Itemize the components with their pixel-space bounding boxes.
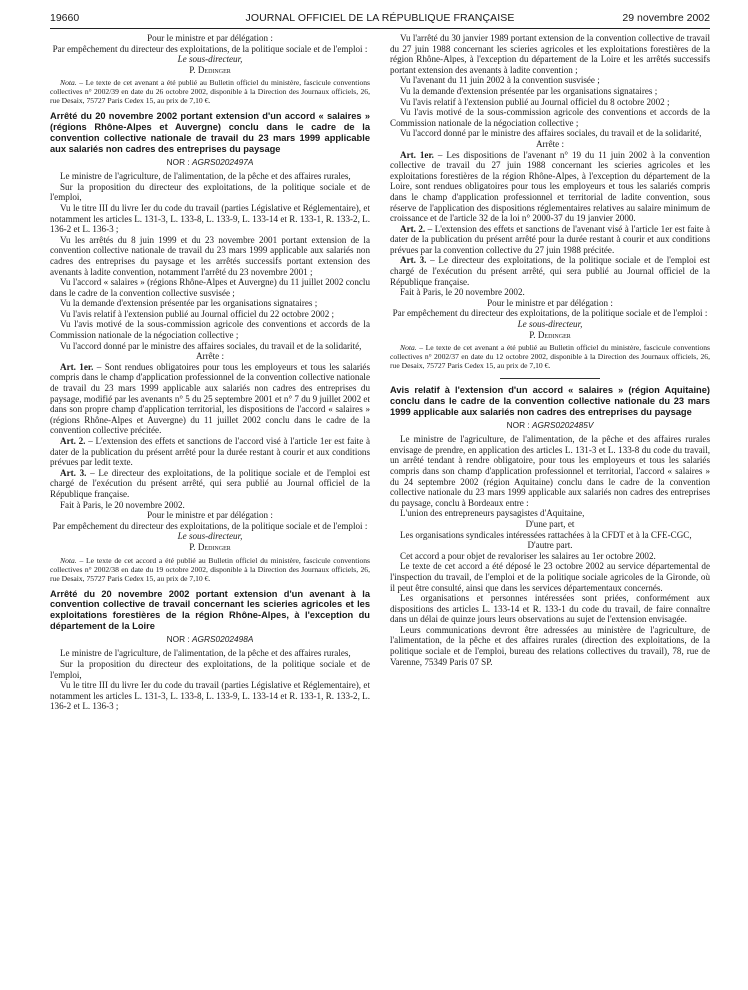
body-paragraph: Le ministre de l'agriculture, de l'alimentation, de la pêche et des affaires rurales, — [60, 648, 351, 659]
nota-paragraph — [50, 556, 370, 583]
body-paragraph: Vu l'avenant du 11 juin 2002 à la convention susvisée ; — [400, 75, 600, 86]
article-paragraph — [50, 468, 370, 500]
arrete-heading: Arrête : — [195, 351, 225, 362]
signature-line: Pour le ministre et par délégation : — [147, 33, 273, 43]
body-paragraph: Sur la proposition du directeur des exploitations, de la politique sociale et de l'emploi, — [50, 181, 370, 203]
body-paragraph: Le texte de cet accord a été déposé le 23 octobre 2002 au service départemental de l'inspection du travail, de l'emploi et de la politique sociale agricoles de la Gironde, où il peut être consulté, ainsi que dans les services départementaux concernés. — [390, 561, 710, 593]
body-paragraph: D'une part, et — [525, 518, 575, 529]
nota-text: – Le texte de cet avenant a été publié au Bulletin officiel du ministère, fascicule conventions collectives n° 2002/37 en date du 12 octobre 2002, disponible à la Direction des Journaux officiels, 26, rue Desaix, 75727 Paris Cedex 15, au prix de 7,10 €. — [390, 343, 710, 371]
article-text: – Le directeur des exploitations, de la politique sociale et de l'emploi est chargé de l'exécution du présent arrêté, qui sera publié au Journal officiel de la République française. — [390, 255, 710, 287]
section-divider — [500, 378, 600, 379]
nota-paragraph — [50, 78, 370, 105]
signature-line: Pour le ministre et par délégation : — [487, 297, 613, 308]
body-paragraph: Vu la demande d'extension présentée par les organisations signataires ; — [400, 85, 658, 96]
body-paragraph: Cet accord a pour objet de revaloriser les salaires au 1er octobre 2002. — [400, 550, 656, 561]
signature-title: Le sous-directeur, — [177, 54, 243, 65]
signature-title: Le sous-directeur, — [177, 531, 243, 542]
body-paragraph: Vu l'avis motivé de la sous-commission agricole des conventions et accords de la Commission nationale de la négociation collective ; — [390, 107, 710, 128]
arrete-heading: Arrête : — [535, 138, 565, 149]
nor-label: NOR : — [166, 633, 192, 644]
article-text: – Sont rendues obligatoires pour tous les employeurs et tous les salariés compris dans le champ d'application professionnel de la convention collective nationale de travail du 23 mars 1999 applicable aux salariés non cadres des entreprises du paysage, modifié par les avenants n° 5 du 25 septembre 2001 et n° 7 du 9 juillet 2002 et dans son propre champ d'application territorial, les dispositions de l'accord « salaires » (régions Rhône-Alpes et Auvergne) du 11 juillet 2002 conclu dans le cadre de la convention collective précitée. — [50, 361, 370, 436]
journal-title: JOURNAL OFFICIEL DE LA RÉPUBLIQUE FRANÇAISE — [245, 12, 515, 24]
nor-reference — [390, 420, 710, 431]
body-paragraph: D'autre part. — [527, 540, 573, 551]
body-paragraph: Le ministre de l'agriculture, de l'alimentation, de la pêche et des affaires rurales envisage de prendre, en application des articles L. 131-3 et L. 133-8 du code du travail, un arrêté tendant à rendre obligatoire, pour tous les employeurs et tous les salariés compris dans son champ d'application professionnel et territorial, l'accord « salaires » du 24 septembre 2002 (région Aquitaine) conclu dans le cadre de la convention collective nationale du 23 mars 1999 applicable aux salariés non cadres des entreprises du paysage, conclu à Bordeaux entre : — [390, 434, 710, 508]
signature-name: P. Dedinger — [529, 329, 571, 340]
article-paragraph — [50, 436, 370, 468]
nota-label: Nota. — [60, 78, 77, 88]
body-paragraph: Les organisations et personnes intéressées sont priées, conformément aux dispositions des articles L. 133-14 et R. 133-1 du code du travail, de faire connaître dans un délai de quinze jours leurs observations au sujet de l'extension envisagée. — [390, 593, 710, 625]
body-paragraph: Vu le titre III du livre Ier du code du travail (parties Législative et Réglementaire), et notamment les articles L. 131-3, L. 133-8, L. 133-9, L. 133-14 et R. 133-1, R. 133-2, L. 136-2 et L. 136-3 ; — [50, 680, 370, 712]
signature-line: Par empêchement du directeur des exploitations, de la politique sociale et de l'emploi : — [392, 308, 708, 319]
body-paragraph: Vu les arrêtés du 8 juin 1999 et du 23 novembre 2001 portant extension de la convention collective nationale de travail du 23 mars 1999 applicable aux salariés non cadres des entreprises du paysage et les arrêtés successifs portant extension des avenants à ladite convention, notamment l'arrêté du 23 novembre 2001 ; — [50, 234, 370, 277]
article-label: Art. 2. — [400, 223, 426, 234]
body-paragraph: Le ministre de l'agriculture, de l'alimentation, de la pêche et des affaires rurales, — [60, 171, 351, 182]
body-paragraph: Vu l'avis motivé de la sous-commission agricole des conventions et accords de la Commission nationale de la négociation collective ; — [50, 319, 370, 341]
nota-label: Nota. — [60, 555, 77, 565]
right-column — [390, 33, 710, 667]
body-paragraph: L'union des entrepreneurs paysagistes d'Aquitaine, — [400, 508, 585, 519]
body-paragraph: Vu l'arrêté du 30 janvier 1989 portant extension de la convention collective de travail du 27 juin 1988 concernant les scieries agricoles et les exploitations forestières de la région Rhône-Alpes, à l'exception du département de la Loire et les arrêtés successifs portant extension des avenants à ladite convention ; — [390, 33, 710, 75]
signature-line: Par empêchement du directeur des exploitations, de la politique sociale et de l'emploi : — [52, 520, 368, 531]
decree-title: Arrêté du 20 novembre 2002 portant extension d'un avenant à la convention collective de travail concernant les scieries agricoles et les exploitations forestières de la région Rhône-Alpes, à l'exception du département de la Loire — [50, 588, 370, 631]
body-paragraph: Vu l'accord « salaires » (régions Rhône-Alpes et Auvergne) du 11 juillet 2002 conclu dans le cadre de la convention collective susvisée ; — [50, 277, 370, 298]
nor-reference — [50, 157, 370, 168]
signature-name: P. Dedinger — [189, 541, 231, 552]
nor-label: NOR : — [166, 156, 192, 167]
signature-name: P. Dedinger — [189, 64, 231, 75]
body-paragraph: Vu l'avis relatif à l'extension publié au Journal officiel du 22 octobre 2002 ; — [60, 308, 335, 319]
article-paragraph — [390, 224, 710, 256]
article-text: – L'extension des effets et sanctions de l'avenant visé à l'article 1er est faite à dater de la publication du présent arrêté pour la durée restant à courir et aux conditions prévues par la convention collective du 27 juin 1988 précitée. — [390, 223, 710, 255]
nor-code: AGRS0202497A — [192, 156, 254, 167]
article-paragraph — [50, 362, 370, 436]
article-label: Art. 3. — [400, 255, 427, 266]
page-header — [50, 12, 710, 26]
nota-paragraph — [390, 343, 710, 370]
body-paragraph: Vu le titre III du livre Ier du code du travail (parties Législative et Réglementaire), et notamment les articles L. 131-3, L. 133-8, L. 133-9, L. 133-14 et R. 133-1, R. 133-2, L. 136-2 et L. 136-3 ; — [50, 202, 370, 235]
body-paragraph: Leurs communications devront être adressées au ministère de l'agriculture, de l'alimentation, de la pêche et des affaires rurales (direction des exploitations, de la politique sociale et de l'emploi, bureau des relations collectives du travail), 78, rue de Varenne, 75349 Paris 07 SP. — [390, 624, 710, 667]
body-paragraph: Vu l'accord donné par le ministre des affaires sociales, du travail et de la solidarité, — [60, 340, 362, 351]
article-paragraph — [390, 150, 710, 224]
article-label: Art. 3. — [60, 467, 87, 478]
fait-line: Fait à Paris, le 20 novembre 2002. — [400, 287, 525, 298]
decree-title: Arrêté du 20 novembre 2002 portant extension d'un accord « salaires » (régions Rhône-Alpes et Auvergne) conclu dans le cadre de la convention collective nationale de travail du 23 mars 1999 applicable aux salariés non cadres des entreprises du paysage — [50, 111, 370, 154]
nor-reference — [50, 634, 370, 645]
article-text: – Les dispositions de l'avenant n° 19 du 11 juin 2002 à la convention collective de travail du 27 juin 1988 concernant les scieries agricoles et les exploitations forestières de la région Rhône-Alpes, à l'exception du département de la Loire, sont rendues obligatoires pour tous les employeurs et tous les salariés compris dans le champ d'application professionnel et territorial de ladite convention, sous réserve de l'application des dispositions réglementaires relatives au salaire minimum de croissance et de l'article 32 de la loi n° 2000-37 du 19 janvier 2000. — [390, 149, 710, 224]
header-rule — [50, 28, 710, 29]
article-paragraph — [390, 255, 710, 287]
notice-title: Avis relatif à l'extension d'un accord « salaires » (région Aquitaine) conclu dans le cadre de la convention collective nationale du 23 mars 1999 applicable aux salariés non cadres des entreprises du paysage — [390, 385, 710, 417]
article-label: Art. 2. — [60, 436, 86, 446]
nota-text: – Le texte de cet accord a été publié au Bulletin officiel du ministère, fascicule conventions collectives n° 2002/38 en date du 19 octobre 2002, disponible à la Direction des Journaux officiels, 26, rue Desaix, 75727 Paris Cedex 15, au prix de 7,10 €. — [50, 555, 370, 583]
article-label: Art. 1er. — [400, 149, 434, 160]
signature-line: Par empêchement du directeur des exploitations, de la politique sociale et de l'emploi : — [52, 43, 368, 54]
article-text: – L'extension des effets et sanctions de l'accord visé à l'article 1er est faite à dater de la publication du présent arrêté pour la durée restant à courir et aux conditions prévues par ledit texte. — [50, 436, 371, 468]
page-number: 19660 — [50, 12, 80, 24]
signature-title: Le sous-directeur, — [517, 319, 583, 330]
nor-label: NOR : — [506, 419, 532, 430]
nota-label: Nota. — [400, 343, 417, 353]
body-paragraph: Les organisations syndicales intéressées rattachées à la CFDT et à la CFE-CGC, — [400, 529, 692, 540]
signature-line: Pour le ministre et par délégation : — [147, 510, 273, 521]
nor-code: AGRS0202498A — [192, 633, 254, 644]
body-paragraph: Vu la demande d'extension présentée par les organisations signataires ; — [60, 298, 318, 309]
nor-code: AGRS0202485V — [532, 419, 594, 430]
article-text: – Le directeur des exploitations, de la politique sociale et de l'emploi est chargé de l'exécution du présent arrêté, qui sera publié au Journal officiel de la République française. — [50, 467, 370, 499]
body-paragraph: Vu l'avis relatif à l'extension publié au Journal officiel du 8 octobre 2002 ; — [400, 96, 670, 107]
body-paragraph: Vu l'accord donné par le ministre des affaires sociales, du travail et de la solidarité, — [400, 128, 702, 139]
nota-text: – Le texte de cet avenant a été publié au Bulletin officiel du ministère, fascicule conventions collectives n° 2002/39 en date du 26 octobre 2002, disponible à la Direction des Journaux officiels, 26, rue Desaix, 75727 Paris Cedex 15, au prix de 7,10 €. — [50, 78, 370, 106]
body-paragraph: Sur la proposition du directeur des exploitations, de la politique sociale et de l'emploi, — [50, 658, 370, 680]
issue-date: 29 novembre 2002 — [622, 12, 710, 24]
left-column — [50, 33, 370, 712]
article-label: Art. 1er. — [60, 361, 94, 372]
fait-line: Fait à Paris, le 20 novembre 2002. — [60, 499, 185, 510]
